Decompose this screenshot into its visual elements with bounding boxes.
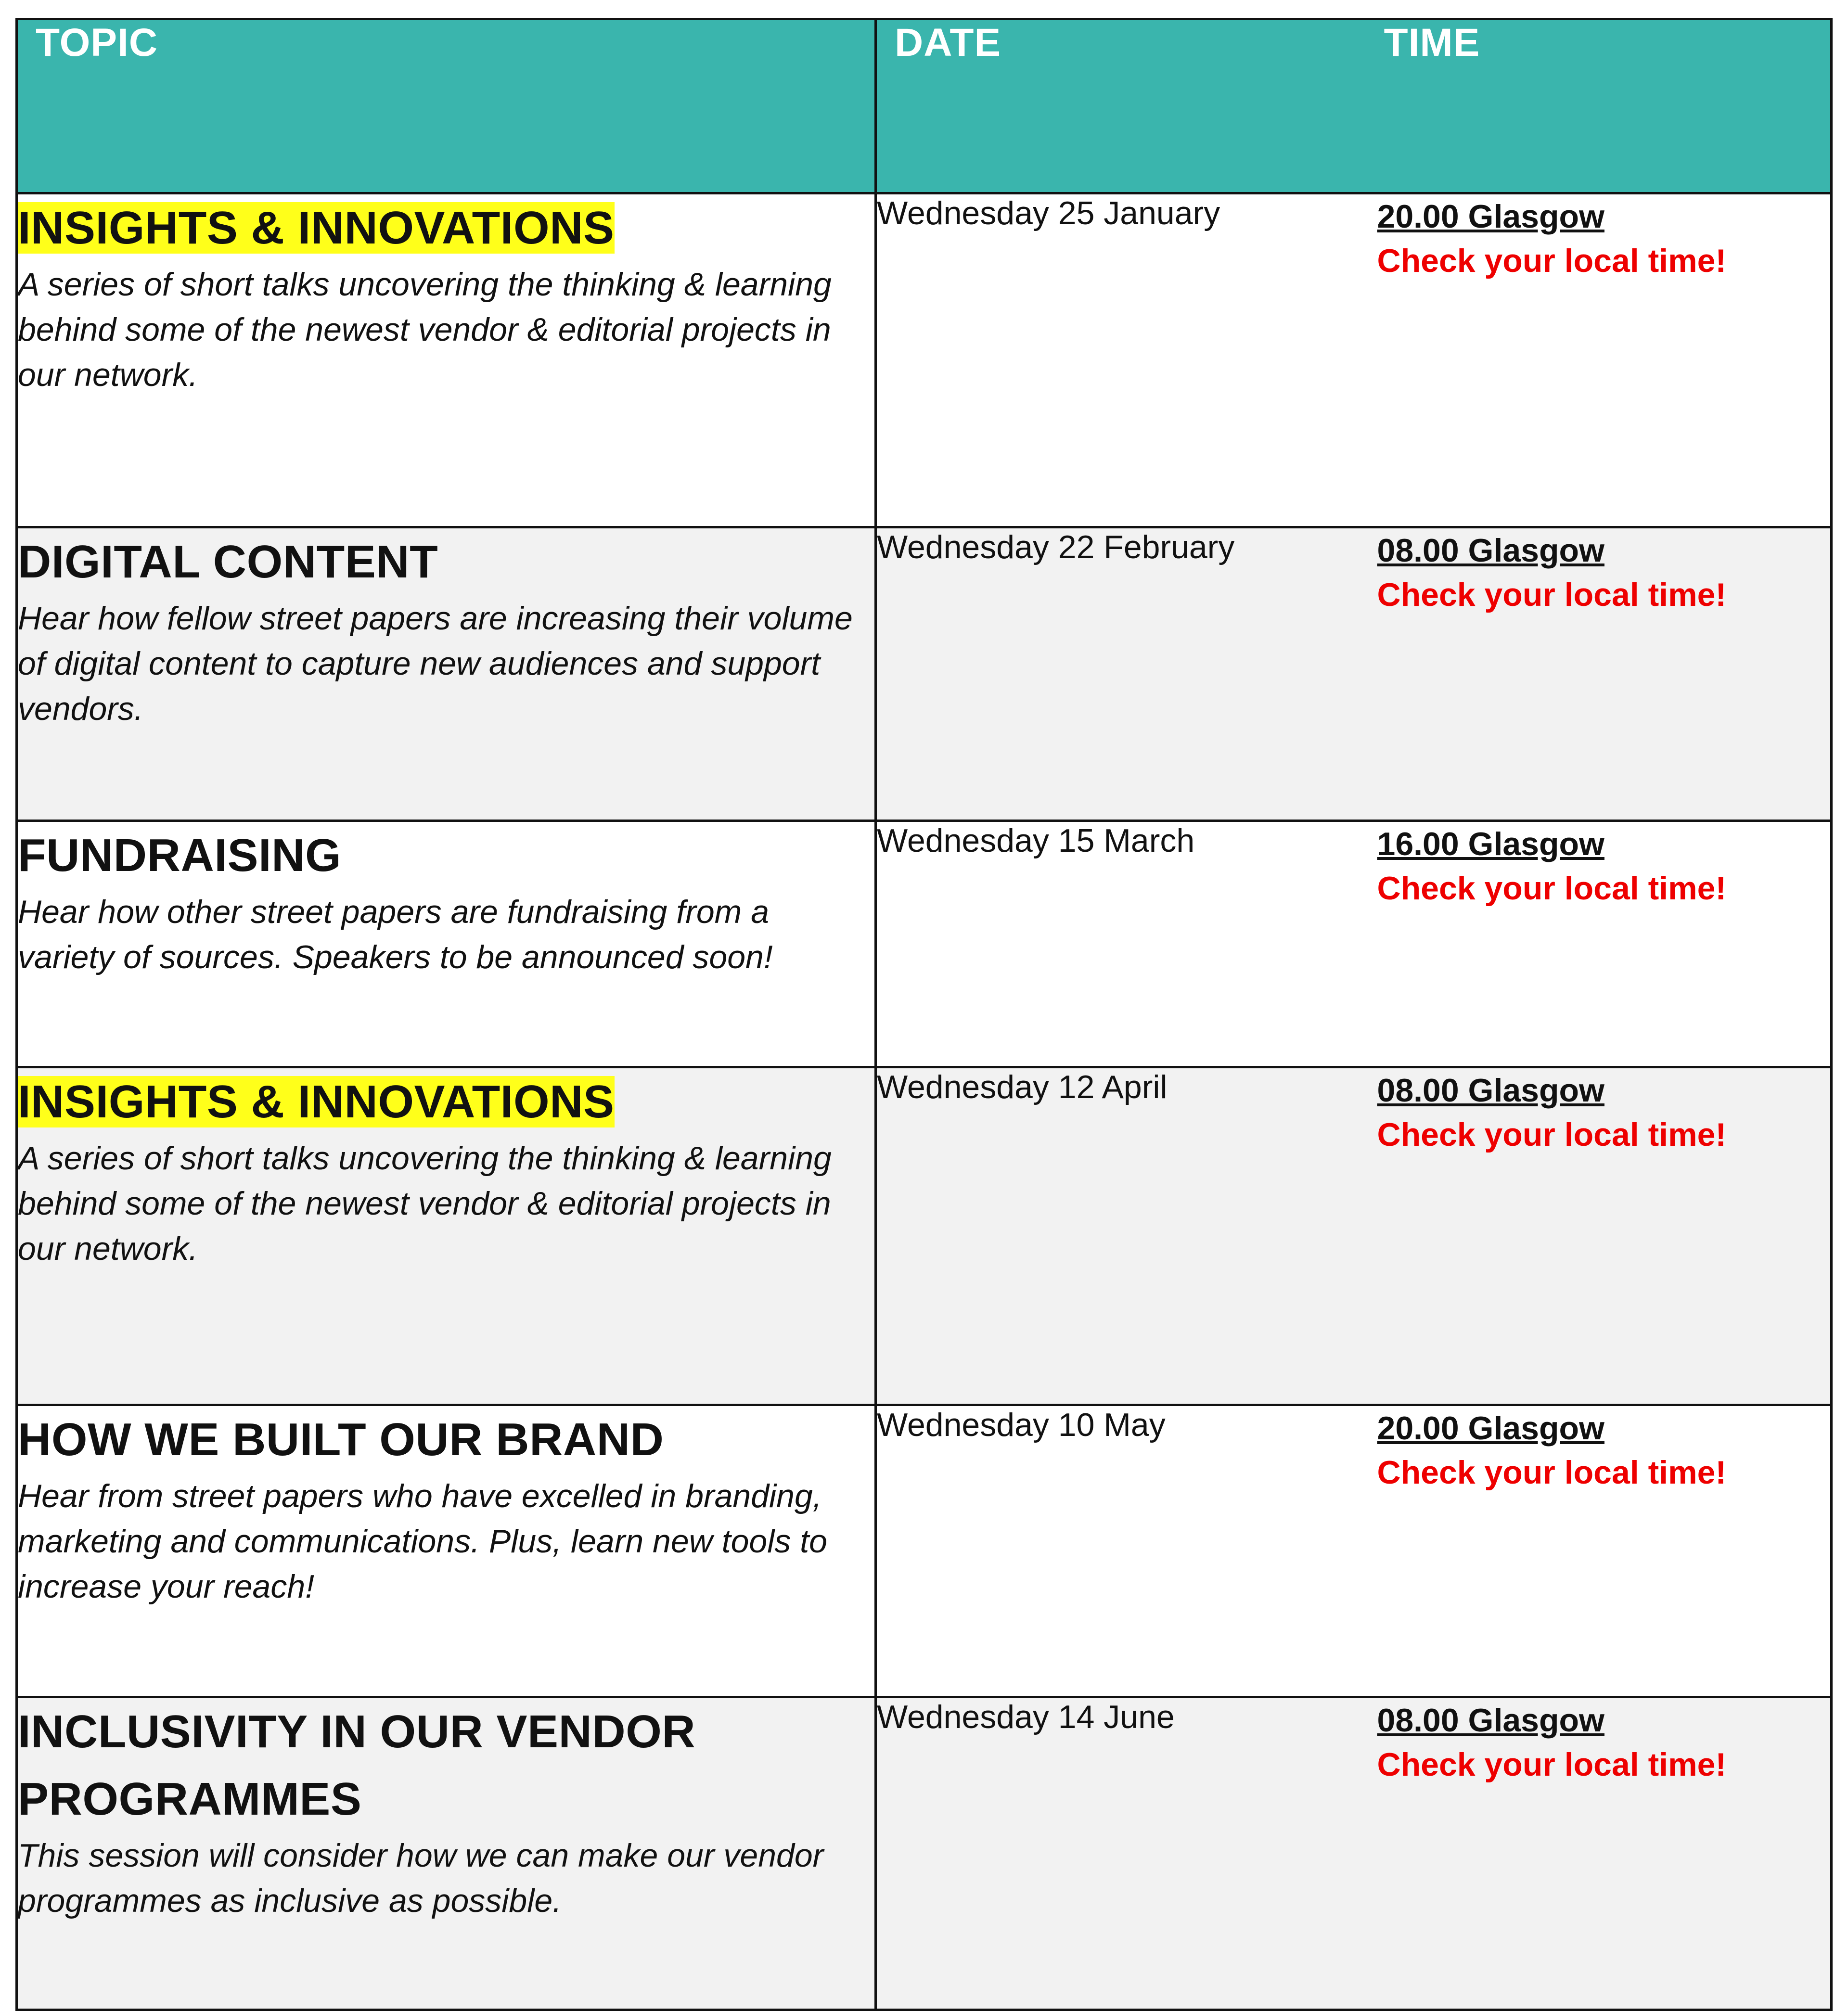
topic-title: FUNDRAISING (18, 830, 342, 881)
topic-title: DIGITAL CONTENT (18, 536, 438, 588)
local-time-note: Check your local time! (1377, 1454, 1727, 1491)
topic-description: Hear how other street papers are fundraising from a variety of sources. Speakers to be announced soon! (18, 894, 773, 975)
glasgow-time-link[interactable]: 08.00 Glasgow (1377, 1072, 1604, 1109)
local-time-note: Check your local time! (1377, 243, 1727, 279)
header-date: DATE (876, 19, 1377, 193)
table-row (17, 527, 1832, 821)
date-cell: Wednesday 22 February (876, 527, 1377, 821)
topic-title: HOW WE BUILT OUR BRAND (18, 1414, 664, 1465)
topic-description: Hear from street papers who have excelled in branding, marketing and communications. Plus, learn new tools to increase your reach! (18, 1478, 827, 1605)
topic-cell (17, 1405, 876, 1697)
topic-cell (17, 527, 876, 821)
time-cell (1377, 527, 1832, 821)
schedule-table (15, 18, 1833, 2011)
date-cell: Wednesday 15 March (876, 821, 1377, 1067)
table-row (17, 1405, 1832, 1697)
glasgow-time-link[interactable]: 20.00 Glasgow (1377, 198, 1604, 235)
date-cell: Wednesday 14 June (876, 1697, 1377, 2010)
table-row (17, 1697, 1832, 2010)
topic-cell (17, 1697, 876, 2010)
topic-cell (17, 1067, 876, 1405)
local-time-note: Check your local time! (1377, 1116, 1727, 1153)
table-row (17, 1067, 1832, 1405)
date-cell: Wednesday 25 January (876, 193, 1377, 527)
topic-cell (17, 193, 876, 527)
topic-cell (17, 821, 876, 1067)
table-row (17, 193, 1832, 527)
glasgow-time-link[interactable]: 20.00 Glasgow (1377, 1410, 1604, 1447)
local-time-note: Check your local time! (1377, 870, 1727, 907)
header-row (17, 19, 1832, 193)
header-topic: TOPIC (17, 19, 876, 193)
glasgow-time-link[interactable]: 16.00 Glasgow (1377, 826, 1604, 862)
date-cell: Wednesday 10 May (876, 1405, 1377, 1697)
topic-description: This session will consider how we can make our vendor programmes as inclusive as possible. (18, 1837, 824, 1919)
glasgow-time-link[interactable]: 08.00 Glasgow (1377, 532, 1604, 569)
topic-title: INCLUSIVITY IN OUR VENDOR PROGRAMMES (18, 1706, 696, 1825)
time-cell (1377, 193, 1832, 527)
local-time-note: Check your local time! (1377, 1746, 1727, 1783)
topic-description: A series of short talks uncovering the thinking & learning behind some of the newest vendor & editorial projects in our network. (18, 1140, 832, 1267)
local-time-note: Check your local time! (1377, 576, 1727, 613)
time-cell (1377, 1697, 1832, 2010)
topic-description: Hear how fellow street papers are increasing their volume of digital content to capture new audiences and support vendors. (18, 600, 853, 727)
topic-title: INSIGHTS & INNOVATIONS (18, 1076, 615, 1127)
header-time: TIME (1377, 19, 1832, 193)
time-cell (1377, 1067, 1832, 1405)
table-row (17, 821, 1832, 1067)
topic-description: A series of short talks uncovering the thinking & learning behind some of the newest vendor & editorial projects in our network. (18, 266, 832, 393)
time-cell (1377, 821, 1832, 1067)
time-cell (1377, 1405, 1832, 1697)
date-cell: Wednesday 12 April (876, 1067, 1377, 1405)
glasgow-time-link[interactable]: 08.00 Glasgow (1377, 1702, 1604, 1739)
topic-title: INSIGHTS & INNOVATIONS (18, 202, 615, 254)
